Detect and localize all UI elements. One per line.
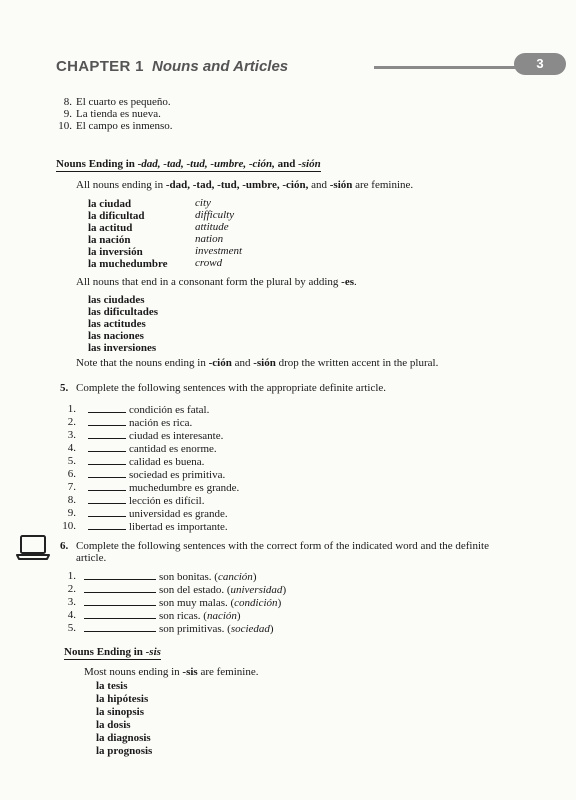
sis-word: la dosis [96, 719, 131, 731]
plural-word: las naciones [88, 330, 144, 342]
answer-blank[interactable] [88, 416, 126, 426]
intro-and: and [308, 179, 330, 191]
intro-last: -sión [329, 179, 353, 191]
item-line [88, 520, 228, 534]
item-text: calidad es buena. [129, 456, 205, 468]
page-number: 3 [514, 53, 566, 75]
item-line [88, 481, 239, 495]
item-text: son muy malas. ( [159, 597, 235, 609]
list-item-number: 9. [63, 108, 72, 120]
vocab-spanish: la ciudad [88, 198, 132, 210]
sis-word: la tesis [96, 680, 128, 692]
sis-word: la diagnosis [96, 732, 151, 744]
item-line [88, 429, 223, 443]
page-header [56, 56, 544, 80]
item-line [88, 468, 225, 482]
plural-note-prefix: All nouns that end in a consonant form the plural by adding [76, 276, 342, 288]
item-line [84, 609, 241, 623]
item-line [88, 442, 217, 456]
item-number: 4. [67, 442, 76, 454]
answer-blank[interactable] [84, 583, 156, 593]
vocab-spanish: la inversión [88, 246, 143, 258]
item-line [88, 416, 192, 430]
heading-prefix: Nouns Ending in [64, 646, 146, 658]
heading-last-ending: -sión [298, 158, 321, 170]
item-line [88, 455, 204, 469]
answer-blank[interactable] [88, 442, 126, 452]
intro-suffix: are feminine. [352, 179, 414, 191]
list-item-text: La tienda es nueva. [76, 108, 161, 120]
item-number: 6. [67, 468, 76, 480]
intro-endings: -dad, -tad, -tud, -umbre, -ción, [165, 179, 309, 191]
answer-blank[interactable] [88, 403, 126, 413]
plural-word: las dificultades [88, 306, 158, 318]
plural-word: las ciudades [88, 294, 145, 306]
plural-word: las inversiones [88, 342, 157, 354]
accent-note-prefix: Note that the nouns ending in [76, 357, 209, 369]
list-item-number: 8. [63, 96, 72, 108]
answer-blank[interactable] [84, 622, 156, 632]
item-number: 2. [67, 583, 76, 595]
accent-note [76, 357, 438, 370]
section-intro [84, 666, 258, 679]
item-close: ) [252, 571, 257, 583]
header-rule [374, 66, 524, 69]
item-text: universidad es grande. [129, 508, 228, 520]
item-number: 8. [67, 494, 76, 506]
answer-blank[interactable] [88, 455, 126, 465]
item-number: 2. [67, 416, 76, 428]
vocab-spanish: la actitud [88, 222, 133, 234]
item-close: ) [236, 610, 241, 622]
item-line [88, 494, 204, 508]
answer-blank[interactable] [88, 520, 126, 530]
answer-blank[interactable] [84, 596, 156, 606]
item-number: 5. [67, 455, 76, 467]
intro-suffix: are feminine. [197, 666, 259, 678]
vocab-english: city [195, 197, 211, 209]
plural-note-suffix: . [354, 276, 357, 288]
item-line [84, 583, 286, 597]
item-number: 9. [67, 507, 76, 519]
section-heading [64, 646, 161, 660]
plural-word: las actitudes [88, 318, 146, 330]
heading-prefix: Nouns Ending in [56, 158, 138, 170]
exercise-instruction: Complete the following sentences with the correct form of the indicated word and the definite [76, 540, 489, 552]
chapter-label: CHAPTER 1 [56, 58, 144, 75]
chapter-title: Nouns and Articles [152, 58, 289, 75]
vocab-english: attitude [195, 221, 229, 233]
exercise-instruction: Complete the following sentences with the appropriate definite article. [76, 382, 387, 394]
item-number: 4. [67, 609, 76, 621]
sis-word: la sinopsis [96, 706, 144, 718]
answer-blank[interactable] [88, 481, 126, 491]
item-number: 3. [67, 596, 76, 608]
item-number: 1. [67, 403, 76, 415]
item-word: canción [217, 571, 253, 583]
item-number: 5. [67, 622, 76, 634]
item-text: sociedad es primitiva. [129, 469, 226, 481]
answer-blank[interactable] [84, 570, 156, 580]
item-line [84, 622, 274, 636]
heading-endings: -dad, -tad, -tud, -umbre, -ción, [137, 158, 275, 170]
heading-ending: -sis [145, 646, 161, 658]
item-text: son primitivas. ( [159, 623, 231, 635]
item-line [88, 507, 228, 521]
plural-note-ending: -es [341, 276, 354, 288]
intro-prefix: All nouns ending in [76, 179, 166, 191]
item-number: 1. [67, 570, 76, 582]
item-text: condición es fatal. [129, 404, 210, 416]
exercise-number: 6. [60, 540, 69, 552]
item-close: ) [269, 623, 274, 635]
vocab-spanish: la muchedumbre [88, 258, 168, 270]
sis-word: la hipótesis [96, 693, 149, 705]
list-item-text: El campo es inmenso. [76, 120, 173, 132]
item-text: son bonitas. ( [159, 571, 218, 583]
item-word: nación [206, 610, 237, 622]
section-intro [76, 179, 413, 192]
accent-note-ending2: -sión [253, 357, 276, 369]
plural-note [76, 276, 357, 289]
item-number: 7. [67, 481, 76, 493]
exercise-number: 5. [60, 382, 69, 394]
item-line [84, 596, 281, 610]
item-close: ) [277, 597, 282, 609]
answer-blank[interactable] [88, 468, 126, 478]
answer-blank[interactable] [84, 609, 156, 619]
item-word: sociedad [230, 623, 270, 635]
item-text: muchedumbre es grande. [129, 482, 240, 494]
item-text: cantidad es enorme. [129, 443, 217, 455]
accent-note-suffix: drop the written accent in the plural. [275, 357, 439, 369]
item-line [88, 403, 209, 417]
vocab-spanish: la dificultad [88, 210, 145, 222]
item-text: son ricas. ( [159, 610, 207, 622]
item-close: ) [282, 584, 287, 596]
accent-note-and: and [231, 357, 254, 369]
list-item-text: El cuarto es pequeño. [76, 96, 171, 108]
item-word: universidad [230, 584, 283, 596]
heading-and: and [274, 158, 299, 170]
item-line [84, 570, 256, 584]
item-text: nación es rica. [129, 417, 193, 429]
vocab-english: investment [195, 245, 243, 257]
item-text: ciudad es interesante. [129, 430, 224, 442]
answer-blank[interactable] [88, 429, 126, 439]
exercise-instruction-cont: article. [76, 552, 107, 564]
accent-note-ending1: -ción [208, 357, 232, 369]
item-word: condición [234, 597, 278, 609]
item-number: 10. [62, 520, 76, 532]
section-heading [56, 158, 321, 172]
item-text: libertad es importante. [129, 521, 228, 533]
intro-ending: -sis [182, 666, 198, 678]
answer-blank[interactable] [88, 507, 126, 517]
sis-word: la prognosis [96, 745, 153, 757]
vocab-english: difficulty [195, 209, 235, 221]
item-text: lección es difícil. [129, 495, 205, 507]
vocab-spanish: la nación [88, 234, 131, 246]
item-text: son del estado. ( [159, 584, 231, 596]
list-item-number: 10. [58, 120, 72, 132]
answer-blank[interactable] [88, 494, 126, 504]
vocab-english: crowd [195, 257, 223, 269]
laptop-icon [16, 533, 50, 561]
item-number: 3. [67, 429, 76, 441]
vocab-english: nation [195, 233, 224, 245]
intro-prefix: Most nouns ending in [84, 666, 183, 678]
